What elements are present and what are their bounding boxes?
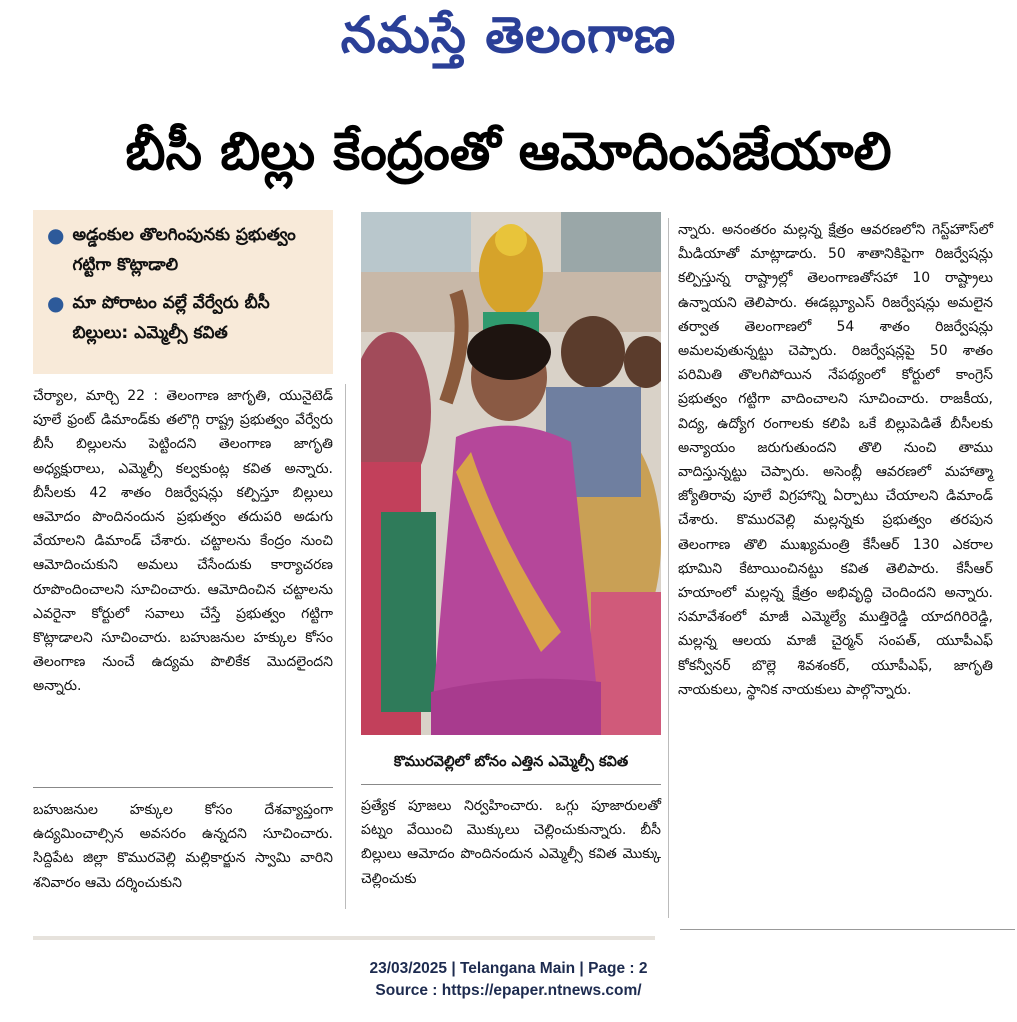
column-divider [345, 384, 346, 909]
article-paragraph: బహుజనుల హక్కుల కోసం దేశవ్యాప్తంగా ఉద్యమించాల్సిన అవసరం ఉన్నదని సూచించారు. సిద్దిపేట జిల్లా కొమురవెల్లి మల్లికార్జున స్వామి వారిని శనివారం ఆమె దర్శించుకుని [33, 802, 333, 891]
caption-divider [361, 784, 661, 785]
article-paragraph: చేర్యాల, మార్చి 22 : తెలంగాణ జాగృతి, యునైటెడ్ పూలే ఫ్రంట్ డిమాండ్‌కు తలొగ్గి రాష్ట్ర ప్రభుత్వం వేర్వేరు బీసీ బిల్లులను పెట్టిందని తెలంగాణ జాగృతి అధ్యక్షురాలు, ఎమ్మెల్సీ కల్వకుంట్ల కవిత అన్నారు. బీసీలకు 42 శాతం రిజర్వేషన్లు కల్పిస్తూ బిల్లులు ఆమోదం పొందినందున ప్రభుత్వం తదుపరి అడుగు వేయాలని డిమాండ్ చేశారు. చట్టాలను కేంద్రం నుంచి ఆమోదించుకుని అమలు చేసేందుకు కార్యాచరణ రూపొందించాలని సూచించారు. ఆమోదించిన చట్టాలను ఎవరైనా కోర్టులో సవాలు చేస్తే ప్రభుత్వం గట్టిగా కొట్లాడాలని సూచించారు. బహుజనుల హక్కుల కోసం తెలంగాణ నుంచే ఉద్యమ పొలికేక మొదలైందని అన్నారు. [33, 388, 333, 695]
news-photo [361, 212, 661, 735]
deck-text: అడ్డంకుల తొలగింపునకు ప్రభుత్వం గట్టిగా కొట్లాడాలి [72, 225, 296, 275]
photo-caption: కొమురవెల్లిలో బోనం ఎత్తిన ఎమ్మెల్సీ కవిత [393, 754, 629, 770]
column-divider [33, 787, 333, 788]
article-paragraph: ప్రత్యేక పూజలు నిర్వహించారు. ఒగ్గు పూజారులతో పట్నం వేయించి మొక్కులు చెల్లించుకున్నారు. బీసీ బిల్లులు ఆమోదం పొందినందున ఎమ్మెల్సీ కవిత మొక్కు చెల్లించుకు [361, 798, 661, 887]
page-divider [680, 929, 1015, 930]
deck-item [47, 220, 323, 280]
photo-illustration [361, 212, 661, 735]
headline: బీసీ బిల్లు కేంద్రంతో ఆమోదింపజేయాలి [125, 122, 892, 182]
footer-source-line: Source : https://epaper.ntnews.com/ [375, 982, 642, 999]
deck-item [47, 288, 323, 348]
article-paragraph: న్నారు. అనంతరం మల్లన్న క్షేత్రం ఆవరణలోని గెస్ట్‌హౌస్‌లో మీడియాతో మాట్లాడారు. 50 శాతానికిపైగా రిజర్వేషన్లు కల్పిస్తున్న రాష్ట్రాల్లో తెలంగాణతోసహా 10 రాష్ట్రాలు ఉన్నాయని తెలిపారు. ఈడబ్ల్యూఎస్ రిజర్వేషన్లు అమలైన తర్వాత తెలంగాణలో 54 శాతం రిజర్వేషన్లు అమలవుతున్నట్టు చెప్పారు. రిజర్వేషన్లపై 50 శాతం పరిమితి తొలగిపోయిన నేపథ్యంలో కోర్టులో కాంగ్రెస్ ప్రభుత్వం గట్టిగా వాదించాలని సూచించారు. రాజకీయ, విద్య, ఉద్యోగ రంగాలకు కలిపి ఒకే బిల్లుపెడితే బీసీలకు అన్యాయం జరుగుతుందని తొలి నుంచి తాము వాదిస్తున్నట్టు చెప్పారు. అసెంబ్లీ ఆవరణలో మహాత్మా జ్యోతిరావు పూలే విగ్రహాన్ని ఏర్పాటు చేయాలని డిమాండ్ చేశారు. కొమురవెల్లి మల్లన్నకు ప్రభుత్వం తరపున తెలంగాణ తొలి ముఖ్యమంత్రి కేసీఆర్ 130 ఎకరాల భూమిని కేటాయించినట్టు కవిత తెలిపారు. కేసీఆర్ హయాంలో మల్లన్న క్షేత్రం అభివృద్ధి చెందిందని అన్నారు. సమావేశంలో మాజీ ఎమ్మెల్యే ముత్తిరెడ్డి యాదగిరిరెడ్డి, మల్లన్న ఆలయ మాజీ చైర్మన్ సంపత్, యూపీఎఫ్ కోకన్వీనర్ బొల్లె శివశంకర్, యూపీఎఫ్, జాగృతి నాయకులు, స్థానిక నాయకులు పాల్గొన్నారు. [678, 222, 993, 698]
article-column-2-bottom [361, 794, 661, 891]
article-column-3 [678, 218, 993, 702]
deck-box [33, 210, 333, 374]
bullet-icon: ● [47, 291, 65, 315]
deck-text: మా పోరాటం వల్లే వేర్వేరు బీసీ బిల్లులు: ఎమ్మెల్సీ కవిత [72, 293, 270, 343]
page-divider [33, 936, 655, 940]
masthead-title: నమస్తే తెలంగాణ [340, 6, 677, 64]
article-column-1-top [33, 384, 333, 699]
article-column-1-bottom [33, 798, 333, 895]
footer-edition-line: 23/03/2025 | Telangana Main | Page : 2 [369, 960, 648, 977]
footer [0, 958, 1017, 1002]
column-divider [668, 218, 669, 918]
bullet-icon: ● [47, 223, 65, 247]
